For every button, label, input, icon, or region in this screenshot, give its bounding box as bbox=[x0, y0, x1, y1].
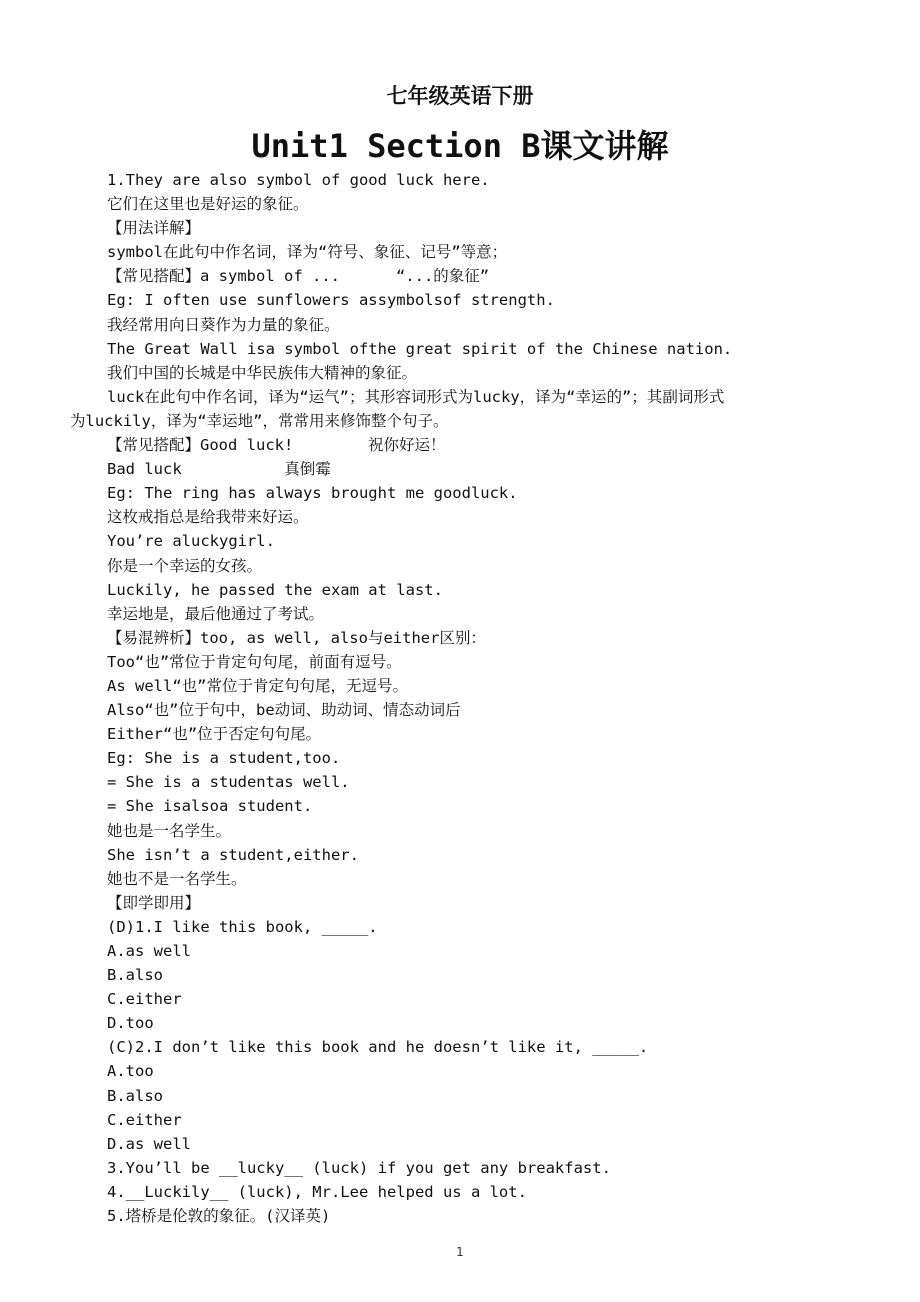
text-line: 她也不是一名学生。 bbox=[107, 869, 247, 888]
exercise-option: C.either bbox=[107, 990, 182, 1009]
example-line: You’re aluckygirl. bbox=[107, 532, 275, 551]
text-line: 它们在这里也是好运的象征。 bbox=[107, 195, 309, 214]
example-line: = She isalsoa student. bbox=[107, 797, 313, 816]
exercise-option: B.also bbox=[107, 1086, 163, 1105]
example-line: Eg: She is a student,too. bbox=[107, 749, 341, 768]
text-line: 我们中国的长城是中华民族伟大精神的象征。 bbox=[107, 363, 418, 382]
collocation-line: 【常见搭配】a symbol of ... “...的象征” bbox=[107, 267, 490, 286]
collocation-line: 【常见搭配】Good luck! 祝你好运！ bbox=[107, 436, 446, 455]
section-label: 【易混辨析】too, as well, also与either区别： bbox=[107, 628, 486, 647]
text-line: Bad luck 真倒霉 bbox=[107, 460, 331, 479]
section-label: 【即学即用】 bbox=[107, 893, 201, 912]
grade-heading: 七年级英语下册 bbox=[386, 84, 534, 108]
document-body bbox=[0, 168, 920, 1228]
text-line: 我经常用向日葵作为力量的象征。 bbox=[107, 315, 340, 334]
exercise-question: 4.__Luckily__ (luck), Mr.Lee helped us a lot. bbox=[107, 1182, 527, 1201]
example-line: Eg: I often use sunflowers assymbolsof strength. bbox=[107, 291, 555, 310]
exercise-question: 5.塔桥是伦敦的象征。(汉译英) bbox=[107, 1207, 331, 1226]
example-line: Eg: The ring has always brought me goodluck. bbox=[107, 484, 518, 503]
text-line: symbol在此句中作名词，译为“符号、象征、记号”等意； bbox=[107, 243, 508, 262]
exercise-option: D.too bbox=[107, 1014, 154, 1033]
text-line: 你是一个幸运的女孩。 bbox=[107, 556, 263, 575]
exercise-option: A.too bbox=[107, 1062, 154, 1081]
example-line: She isn’t a student,either. bbox=[107, 845, 359, 864]
text-line-continued: 为luckily，译为“幸运地”，常常用来修饰整个句子。 bbox=[70, 411, 449, 430]
exercise-option: C.either bbox=[107, 1110, 182, 1129]
page-number: 1 bbox=[456, 1245, 464, 1259]
text-line: 她也是一名学生。 bbox=[107, 821, 232, 840]
exercise-question: (D)1.I like this book, _____. bbox=[107, 917, 378, 936]
exercise-option: A.as well bbox=[107, 942, 191, 960]
text-line: 幸运地是，最后他通过了考试。 bbox=[107, 604, 325, 623]
exercise-option: D.as well bbox=[107, 1134, 191, 1153]
example-line: Luckily, he passed the exam at last. bbox=[107, 580, 443, 599]
exercise-option: B.also bbox=[107, 966, 163, 985]
text-line: luck在此句中作名词，译为“运气”；其形容词形式为lucky，译为“幸运的”；其副词形式 bbox=[107, 387, 725, 406]
text-line: Either“也”位于否定句句尾。 bbox=[107, 725, 322, 744]
example-line: = She is a studentas well. bbox=[107, 773, 350, 792]
exercise-question: (C)2.I don’t like this book and he doesn’t like it, _____. bbox=[107, 1038, 649, 1057]
page-title: Unit1 Section B课文讲解 bbox=[251, 127, 669, 165]
text-line: 1.They are also symbol of good luck here. bbox=[107, 171, 490, 189]
text-line: Also“也”位于句中，be动词、助动词、情态动词后 bbox=[107, 701, 461, 720]
example-line: The Great Wall isa symbol ofthe great spirit of the Chinese nation. bbox=[107, 339, 733, 358]
text-line: Too“也”常位于肯定句句尾，前面有逗号。 bbox=[107, 652, 402, 671]
exercise-question: 3.You’ll be __lucky__ (luck) if you get any breakfast. bbox=[107, 1158, 611, 1177]
text-line: As well“也”常位于肯定句句尾，无逗号。 bbox=[107, 676, 408, 695]
section-label: 【用法详解】 bbox=[107, 219, 201, 238]
text-line: 这枚戒指总是给我带来好运。 bbox=[107, 508, 309, 527]
